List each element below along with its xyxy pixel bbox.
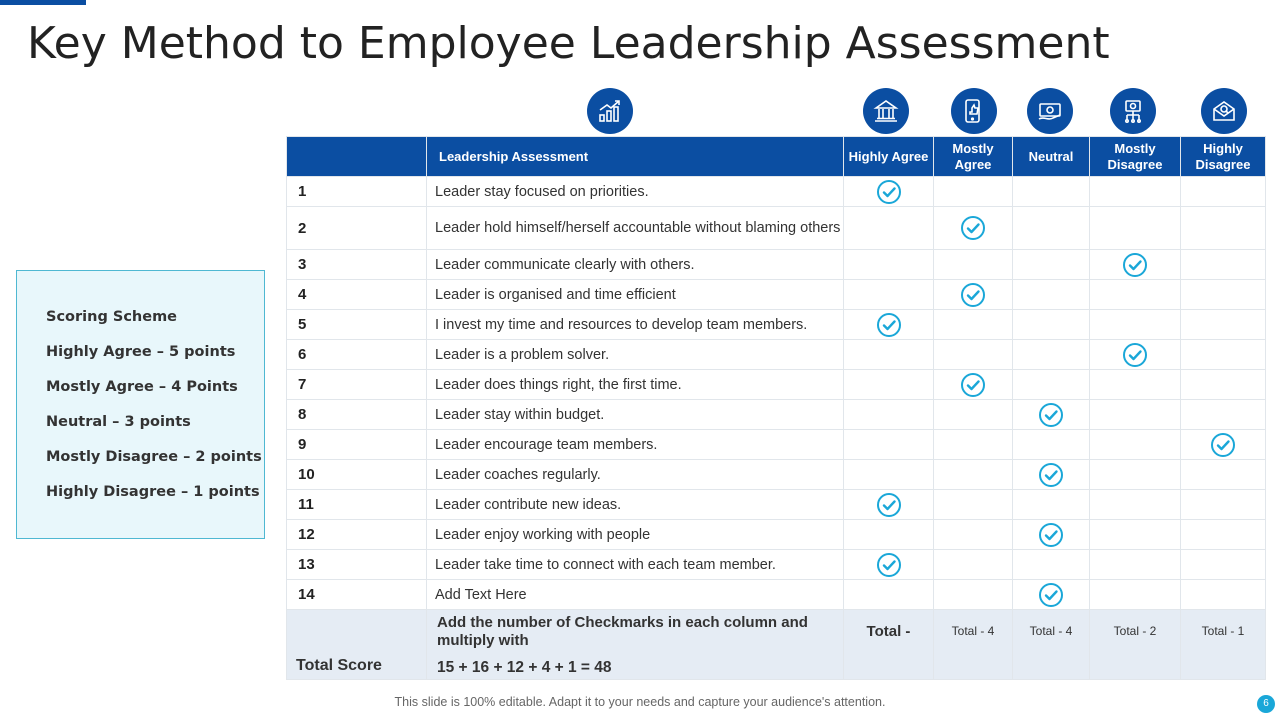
cell-neutral xyxy=(1013,400,1090,430)
checkmark-icon xyxy=(1122,252,1148,278)
table-row xyxy=(287,280,1266,310)
cell-mostly-disagree xyxy=(1090,490,1181,520)
cell-highly-disagree xyxy=(1181,340,1266,370)
footer-instruction: Add the number of Checkmarks in each column and multiply with xyxy=(437,614,808,649)
cell-highly-agree xyxy=(844,177,934,207)
cell-highly-agree xyxy=(844,370,934,400)
checkmark-icon xyxy=(960,372,986,398)
cell-highly-disagree xyxy=(1181,207,1266,250)
header-number xyxy=(287,137,427,177)
row-number: 12 xyxy=(287,520,427,550)
table-row xyxy=(287,430,1266,460)
cell-highly-disagree xyxy=(1181,580,1266,610)
checkmark-icon xyxy=(960,215,986,241)
total-mostly-agree: Total - 4 xyxy=(934,610,1013,680)
cell-highly-agree xyxy=(844,400,934,430)
row-statement: Leader stay within budget. xyxy=(427,400,844,430)
table-row xyxy=(287,370,1266,400)
checkmark-icon xyxy=(876,312,902,338)
cell-mostly-disagree xyxy=(1090,310,1181,340)
cell-mostly-agree xyxy=(934,310,1013,340)
row-statement: Leader communicate clearly with others. xyxy=(427,250,844,280)
table-row xyxy=(287,580,1266,610)
checkmark-icon xyxy=(1210,432,1236,458)
total-mostly-disagree: Total - 2 xyxy=(1090,610,1181,680)
cell-highly-agree xyxy=(844,580,934,610)
cell-neutral xyxy=(1013,520,1090,550)
cell-mostly-disagree xyxy=(1090,520,1181,550)
cell-highly-disagree xyxy=(1181,430,1266,460)
row-statement: Leader contribute new ideas. xyxy=(427,490,844,520)
checkmark-icon xyxy=(1038,522,1064,548)
footer-instruction-cell xyxy=(427,610,844,680)
cell-highly-disagree xyxy=(1181,460,1266,490)
table-row xyxy=(287,250,1266,280)
table-row xyxy=(287,460,1266,490)
total-highly-disagree: Total - 1 xyxy=(1181,610,1266,680)
table-row xyxy=(287,340,1266,370)
cell-neutral xyxy=(1013,430,1090,460)
scoring-scheme-panel xyxy=(16,270,265,539)
header-leadership-assessment: Leadership Assessment xyxy=(427,137,844,177)
cell-mostly-disagree xyxy=(1090,580,1181,610)
cell-mostly-disagree xyxy=(1090,280,1181,310)
row-statement: Leader is a problem solver. xyxy=(427,340,844,370)
cell-highly-disagree xyxy=(1181,550,1266,580)
cell-neutral xyxy=(1013,310,1090,340)
checkmark-icon xyxy=(876,492,902,518)
cell-mostly-disagree xyxy=(1090,340,1181,370)
cell-mostly-disagree xyxy=(1090,460,1181,490)
phone-thumbs-up-icon xyxy=(951,88,997,134)
cell-mostly-disagree xyxy=(1090,370,1181,400)
cell-highly-disagree xyxy=(1181,490,1266,520)
table-header-row xyxy=(287,137,1266,177)
total-neutral: Total - 4 xyxy=(1013,610,1090,680)
cell-highly-agree xyxy=(844,430,934,460)
scoring-item-neutral: Neutral – 3 points xyxy=(46,414,191,430)
checkmark-icon xyxy=(1122,342,1148,368)
scoring-heading: Scoring Scheme xyxy=(46,309,178,325)
row-statement: Leader take time to connect with each team member. xyxy=(427,550,844,580)
row-statement: Leader does things right, the first time. xyxy=(427,370,844,400)
table-row xyxy=(287,310,1266,340)
growth-chart-icon xyxy=(587,88,633,134)
cell-mostly-agree xyxy=(934,520,1013,550)
cell-mostly-agree xyxy=(934,177,1013,207)
cell-neutral xyxy=(1013,550,1090,580)
cell-highly-agree xyxy=(844,490,934,520)
cell-highly-agree xyxy=(844,520,934,550)
cell-mostly-disagree xyxy=(1090,550,1181,580)
row-number: 6 xyxy=(287,340,427,370)
cell-neutral xyxy=(1013,250,1090,280)
cell-mostly-agree xyxy=(934,400,1013,430)
cell-neutral xyxy=(1013,370,1090,400)
slide-title: Key Method to Employee Leadership Assessment xyxy=(27,18,1110,69)
cell-neutral xyxy=(1013,460,1090,490)
cell-mostly-agree xyxy=(934,550,1013,580)
scoring-item-mostly-agree: Mostly Agree – 4 Points xyxy=(46,379,238,395)
scoring-item-highly-agree: Highly Agree – 5 points xyxy=(46,344,236,360)
cell-mostly-agree xyxy=(934,250,1013,280)
table-footer-row xyxy=(287,610,1266,680)
checkmark-icon xyxy=(960,282,986,308)
cell-mostly-agree xyxy=(934,460,1013,490)
row-number: 13 xyxy=(287,550,427,580)
checkmark-icon xyxy=(876,552,902,578)
money-network-icon xyxy=(1110,88,1156,134)
row-number: 9 xyxy=(287,430,427,460)
cell-highly-disagree xyxy=(1181,520,1266,550)
row-number: 4 xyxy=(287,280,427,310)
table-row xyxy=(287,400,1266,430)
row-statement: Leader hold himself/herself accountable without blaming others xyxy=(427,207,844,250)
checkmark-icon xyxy=(1038,462,1064,488)
cell-highly-disagree xyxy=(1181,400,1266,430)
table-row xyxy=(287,520,1266,550)
cell-mostly-disagree xyxy=(1090,400,1181,430)
total-score-sum: 15 + 16 + 12 + 4 + 1 = 48 xyxy=(437,659,612,676)
scoring-item-mostly-disagree: Mostly Disagree – 2 points xyxy=(46,449,262,465)
row-number: 8 xyxy=(287,400,427,430)
cell-highly-disagree xyxy=(1181,310,1266,340)
total-score-label: Total Score xyxy=(296,657,382,674)
checkmark-icon xyxy=(1038,582,1064,608)
row-statement: Add Text Here xyxy=(427,580,844,610)
cell-mostly-disagree xyxy=(1090,177,1181,207)
row-number: 3 xyxy=(287,250,427,280)
cell-neutral xyxy=(1013,207,1090,250)
row-statement: Leader encourage team members. xyxy=(427,430,844,460)
row-number: 2 xyxy=(287,207,427,250)
row-number: 10 xyxy=(287,460,427,490)
header-mostly-disagree: Mostly Disagree xyxy=(1090,137,1181,177)
cell-highly-agree xyxy=(844,207,934,250)
cell-mostly-agree xyxy=(934,580,1013,610)
cell-neutral xyxy=(1013,340,1090,370)
header-mostly-agree: Mostly Agree xyxy=(934,137,1013,177)
row-number: 1 xyxy=(287,177,427,207)
footnote: This slide is 100% editable. Adapt it to your needs and capture your audience's attention. xyxy=(394,695,886,709)
header-highly-agree: Highly Agree xyxy=(844,137,934,177)
row-statement: Leader enjoy working with people xyxy=(427,520,844,550)
cell-highly-agree xyxy=(844,550,934,580)
cell-highly-disagree xyxy=(1181,280,1266,310)
row-number: 11 xyxy=(287,490,427,520)
cell-highly-disagree xyxy=(1181,250,1266,280)
cell-highly-agree xyxy=(844,310,934,340)
cell-neutral xyxy=(1013,280,1090,310)
cell-mostly-agree xyxy=(934,370,1013,400)
table-row xyxy=(287,177,1266,207)
row-number: 7 xyxy=(287,370,427,400)
cell-mostly-agree xyxy=(934,490,1013,520)
row-statement: Leader coaches regularly. xyxy=(427,460,844,490)
table-row xyxy=(287,550,1266,580)
cell-highly-disagree xyxy=(1181,370,1266,400)
row-statement: I invest my time and resources to develop team members. xyxy=(427,310,844,340)
email-search-icon xyxy=(1201,88,1247,134)
cell-mostly-disagree xyxy=(1090,430,1181,460)
cell-neutral xyxy=(1013,177,1090,207)
row-number: 5 xyxy=(287,310,427,340)
top-accent-bar xyxy=(0,0,86,5)
cell-highly-agree xyxy=(844,280,934,310)
total-highly-agree: Total - xyxy=(844,610,934,680)
table-row xyxy=(287,207,1266,250)
cell-mostly-agree xyxy=(934,280,1013,310)
total-score-cell xyxy=(287,610,427,680)
checkmark-icon xyxy=(1038,402,1064,428)
row-number: 14 xyxy=(287,580,427,610)
cell-mostly-agree xyxy=(934,340,1013,370)
cash-hand-icon xyxy=(1027,88,1073,134)
bank-building-icon xyxy=(863,88,909,134)
checkmark-icon xyxy=(876,179,902,205)
cell-mostly-disagree xyxy=(1090,250,1181,280)
row-statement: Leader stay focused on priorities. xyxy=(427,177,844,207)
table-body xyxy=(287,177,1266,610)
cell-neutral xyxy=(1013,580,1090,610)
cell-mostly-agree xyxy=(934,430,1013,460)
cell-highly-agree xyxy=(844,340,934,370)
cell-mostly-disagree xyxy=(1090,207,1181,250)
cell-mostly-agree xyxy=(934,207,1013,250)
page-number: 6 xyxy=(1257,695,1275,713)
cell-highly-agree xyxy=(844,250,934,280)
cell-highly-disagree xyxy=(1181,177,1266,207)
row-statement: Leader is organised and time efficient xyxy=(427,280,844,310)
leadership-assessment-table xyxy=(286,136,1266,680)
header-neutral: Neutral xyxy=(1013,137,1090,177)
scoring-item-highly-disagree: Highly Disagree – 1 points xyxy=(46,484,260,500)
table-row xyxy=(287,490,1266,520)
cell-highly-agree xyxy=(844,460,934,490)
header-highly-disagree: Highly Disagree xyxy=(1181,137,1266,177)
cell-neutral xyxy=(1013,490,1090,520)
